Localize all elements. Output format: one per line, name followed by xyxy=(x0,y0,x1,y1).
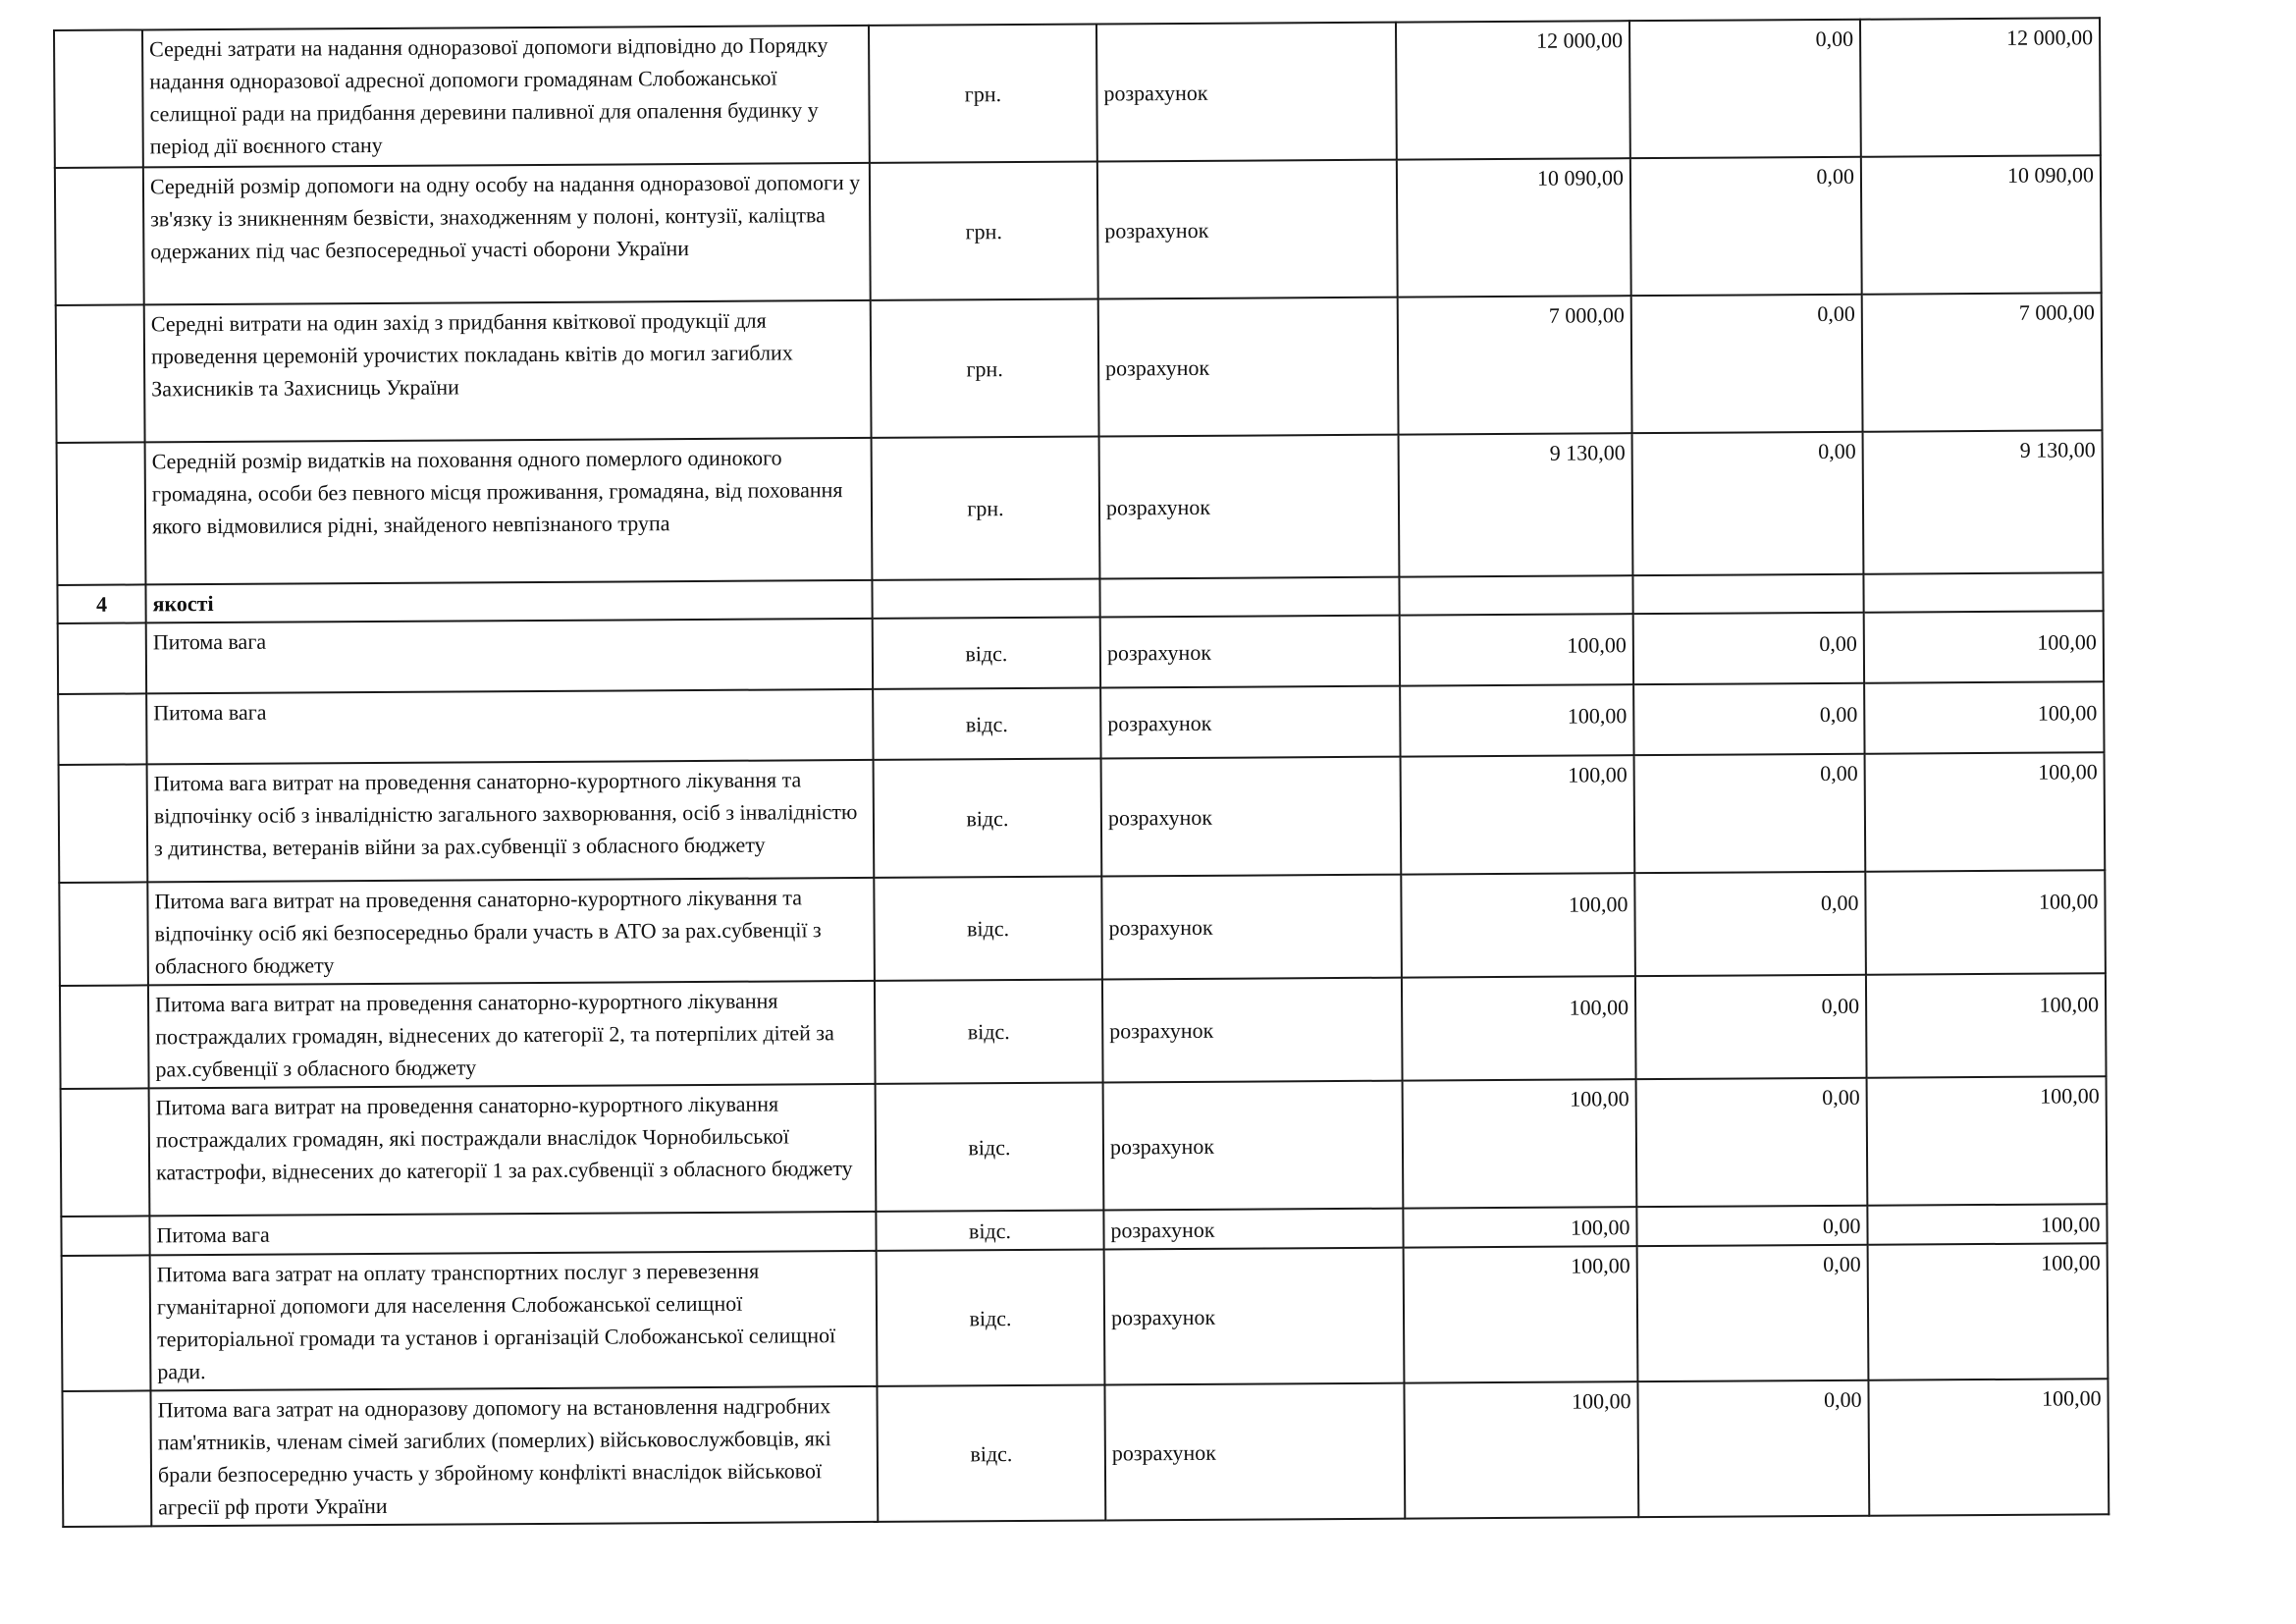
unit-cell: відс. xyxy=(875,979,1103,1083)
value-total: 100,00 xyxy=(1864,611,2104,682)
value-approved: 100,00 xyxy=(1401,755,1635,874)
value-change: 0,00 xyxy=(1634,872,1866,976)
source-cell: розрахунок xyxy=(1097,160,1398,299)
source-cell: розрахунок xyxy=(1104,1383,1405,1521)
table-row xyxy=(58,681,2104,765)
row-number xyxy=(61,1088,150,1217)
table-row xyxy=(55,155,2102,305)
indicator-name: Питома вага затрат на одноразову допомогу на встановлення надгробних пам'ятників, членам сімей загиблих (померлих) військовослужбовців, які брали безпосередню участь у збройному конфлікті внаслідок військової агресії рф проти України xyxy=(150,1386,878,1527)
value-total: 12 000,00 xyxy=(1860,18,2101,156)
value-total: 100,00 xyxy=(1867,1076,2108,1205)
value-change: 0,00 xyxy=(1630,157,1862,296)
value-total: 100,00 xyxy=(1867,1204,2107,1244)
value-change: 0,00 xyxy=(1634,754,1866,873)
row-number xyxy=(61,1216,149,1256)
value-approved: 100,00 xyxy=(1404,1246,1638,1382)
source-cell: розрахунок xyxy=(1101,875,1402,980)
indicator-name: Середні затрати на надання одноразової допомоги відповідно до Порядку надання одноразової адресної допомоги громадянам Слобожанської селищної ради на придбання деревини паливної для опалення будинку у період дії воєнного стану xyxy=(142,26,870,168)
value-approved: 100,00 xyxy=(1402,976,1636,1080)
unit-cell: відс. xyxy=(874,758,1102,877)
value-total: 100,00 xyxy=(1868,1379,2109,1515)
source-cell: розрахунок xyxy=(1104,1248,1405,1385)
table-row xyxy=(58,611,2104,694)
table-row xyxy=(60,973,2107,1089)
indicator-name: Питома вага затрат на оплату транспортних послуг з перевезення гуманітарної допомоги для населення Слобожанської селищної територіальної громади та установ і організацій Слобожанської селищної ради. xyxy=(150,1251,878,1391)
unit-cell: відс. xyxy=(877,1384,1105,1521)
row-number xyxy=(58,693,146,765)
value-approved: 100,00 xyxy=(1401,873,1635,977)
table-row xyxy=(59,870,2106,986)
row-number xyxy=(62,1255,151,1391)
unit-cell: відс. xyxy=(873,617,1100,688)
value-total: 100,00 xyxy=(1864,681,2104,753)
value-total: 10 090,00 xyxy=(1861,155,2102,294)
row-number xyxy=(59,764,148,883)
value-approved: 9 130,00 xyxy=(1399,433,1633,576)
source-cell: розрахунок xyxy=(1103,1209,1403,1250)
value-change: 0,00 xyxy=(1633,613,1864,684)
unit-cell: грн. xyxy=(869,25,1097,163)
value-total: 100,00 xyxy=(1868,1243,2109,1380)
table-body xyxy=(54,18,2109,1527)
value-change: 0,00 xyxy=(1632,432,1864,575)
value-approved xyxy=(1399,575,1632,615)
source-cell: розрахунок xyxy=(1102,978,1403,1083)
value-approved: 100,00 xyxy=(1404,1381,1638,1518)
indicator-name: Питома вага xyxy=(149,1212,876,1256)
indicator-name: Середні витрати на один захід з придбання квіткової продукції для проведення церемоній урочистих покладань квітів до могил загиблих Захисників та Захисниць України xyxy=(144,300,872,443)
source-cell: розрахунок xyxy=(1100,686,1400,759)
value-approved: 100,00 xyxy=(1403,1207,1636,1247)
source-cell: розрахунок xyxy=(1101,757,1402,877)
indicator-name: Питома вага витрат на проведення санаторно-курортного лікування та відпочінку осіб які безпосередньо брали участь в АТО за рах.субвенції з обласного бюджету xyxy=(147,878,875,986)
indicator-name: Питома вага витрат на проведення санаторно-курортного лікування постраждалих громадян, які постраждали внаслідок Чорнобильської катастрофи, віднесених до категорії 1 за рах.субвенції з обласного бюджету xyxy=(149,1084,877,1217)
source-cell: розрахунок xyxy=(1103,1081,1404,1211)
indicator-name: Середній розмір видатків на поховання одного померлого одинокого громадяна, особи без певного місця проживання, громадяна, від поховання якого відмовилися рідні, знайденого невпізнаного трупа xyxy=(145,438,873,585)
indicator-name: якості xyxy=(145,580,872,623)
value-change: 0,00 xyxy=(1636,1078,1868,1207)
unit-cell: відс. xyxy=(876,1210,1103,1250)
unit-cell: відс. xyxy=(874,876,1102,980)
row-number: 4 xyxy=(57,584,145,623)
table-row xyxy=(57,430,2104,585)
row-number xyxy=(62,1390,151,1527)
value-change: 0,00 xyxy=(1637,1380,1869,1517)
indicator-name: Питома вага витрат на проведення санаторно-курортного лікування постраждалих громадян, віднесених до категорії 2, та потерпілих дітей за рах.субвенції з обласного бюджету xyxy=(148,981,876,1089)
row-number xyxy=(57,442,146,585)
value-change: 0,00 xyxy=(1633,683,1864,755)
source-cell: розрахунок xyxy=(1096,23,1397,162)
unit-cell xyxy=(872,578,1099,618)
table-row xyxy=(59,752,2106,883)
row-number xyxy=(59,882,148,986)
unit-cell: грн. xyxy=(872,436,1100,579)
table-row xyxy=(56,293,2103,443)
value-change: 0,00 xyxy=(1635,975,1867,1079)
table-row xyxy=(54,18,2101,168)
value-approved: 100,00 xyxy=(1400,684,1633,756)
value-change: 0,00 xyxy=(1629,20,1861,158)
value-approved: 12 000,00 xyxy=(1396,21,1630,159)
unit-cell: грн. xyxy=(871,299,1099,438)
table-row xyxy=(62,1243,2109,1391)
unit-cell: відс. xyxy=(876,1082,1104,1211)
source-cell: розрахунок xyxy=(1100,616,1400,688)
row-number xyxy=(58,623,146,694)
row-number xyxy=(56,304,145,443)
indicator-name: Середній розмір допомоги на одну особу на надання одноразової допомоги у зв'язку із зникненням безвісти, знаходженням у полоні, контузії, каліцтва одержаних під час безпосередньої участі оборони України xyxy=(143,163,871,305)
indicator-name: Питома вага витрат на проведення санаторно-курортного лікування та відпочінку осіб з інвалідністю загального захворювання, осіб з інвалідністю з дитинства, ветеранів війни за рах.субвенції з обласного бюджету xyxy=(147,760,875,883)
indicator-name: Питома вага xyxy=(146,619,873,694)
value-approved: 7 000,00 xyxy=(1398,296,1632,434)
value-total: 9 130,00 xyxy=(1863,430,2104,573)
value-approved: 10 090,00 xyxy=(1397,158,1631,297)
unit-cell: відс. xyxy=(873,687,1100,759)
row-number xyxy=(54,29,143,168)
value-change xyxy=(1632,574,1863,614)
value-approved: 100,00 xyxy=(1400,614,1633,685)
unit-cell: відс. xyxy=(877,1249,1105,1385)
source-cell: розрахунок xyxy=(1099,435,1400,579)
unit-cell: грн. xyxy=(870,162,1098,300)
row-number xyxy=(55,167,144,305)
indicators-table xyxy=(53,17,2109,1528)
value-total: 100,00 xyxy=(1865,870,2106,974)
table-row xyxy=(62,1379,2109,1527)
value-change: 0,00 xyxy=(1636,1206,1867,1246)
value-approved: 100,00 xyxy=(1403,1079,1637,1208)
value-total: 100,00 xyxy=(1866,973,2107,1077)
indicator-name: Питома вага xyxy=(146,689,873,765)
value-total: 100,00 xyxy=(1865,752,2106,871)
value-change: 0,00 xyxy=(1637,1245,1869,1381)
value-change: 0,00 xyxy=(1631,295,1863,433)
value-total xyxy=(1863,572,2103,612)
row-number xyxy=(60,985,149,1089)
source-cell xyxy=(1099,577,1399,618)
table-row xyxy=(61,1076,2108,1217)
source-cell: розрахунок xyxy=(1098,298,1399,437)
value-total: 7 000,00 xyxy=(1862,293,2103,431)
